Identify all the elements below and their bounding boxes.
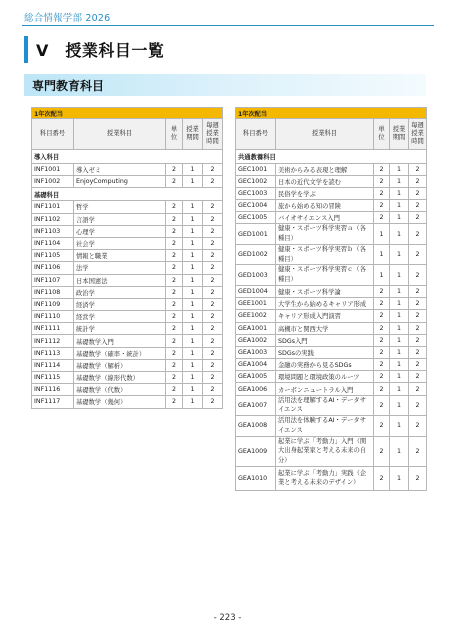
course-credits: 2 — [166, 335, 183, 347]
category-label: 導入科目 — [32, 150, 223, 164]
course-code: INF1001 — [32, 163, 74, 175]
course-term: 1 — [183, 175, 203, 187]
table-row — [236, 436, 427, 466]
course-term: 1 — [390, 212, 409, 224]
course-term: 1 — [183, 372, 203, 384]
table-row — [236, 395, 427, 416]
course-credits: 2 — [166, 323, 183, 335]
course-code: INF1109 — [32, 298, 74, 310]
course-name: 環境問題と環境政策のルーツ — [276, 371, 374, 383]
course-code: INF1114 — [32, 359, 74, 371]
course-code: GEA1001 — [236, 322, 276, 334]
course-hours: 2 — [203, 372, 223, 384]
course-hours: 2 — [409, 163, 427, 175]
course-name: 金融の実務から見るSDGs — [276, 359, 374, 371]
course-term: 1 — [390, 285, 409, 297]
course-credits: 2 — [374, 371, 390, 383]
course-credits: 2 — [374, 175, 390, 187]
section-band — [24, 74, 426, 96]
course-credits: 2 — [374, 200, 390, 212]
table-row — [236, 416, 427, 437]
course-credits: 2 — [374, 383, 390, 395]
table-row — [236, 244, 427, 265]
course-hours: 2 — [203, 347, 223, 359]
course-code: GEC1001 — [236, 163, 276, 175]
course-hours: 2 — [409, 265, 427, 286]
course-hours: 2 — [409, 322, 427, 334]
category-label: 基礎科目 — [32, 187, 223, 201]
course-term: 1 — [390, 383, 409, 395]
course-name: 美術からみる表現と理解 — [276, 163, 374, 175]
header-rule — [22, 25, 434, 26]
course-credits: 2 — [374, 285, 390, 297]
course-code: INF1105 — [32, 250, 74, 262]
table-row — [32, 286, 223, 298]
course-code: INF1110 — [32, 311, 74, 323]
course-name: 統計学 — [74, 323, 166, 335]
course-term: 1 — [390, 371, 409, 383]
course-code: INF1106 — [32, 262, 74, 274]
table-row — [32, 274, 223, 286]
course-name: キャリア形成入門演習 — [276, 310, 374, 322]
course-name: 起業に学ぶ「考動力」実践（企業と考える未来のデザイン） — [276, 466, 374, 490]
course-term: 1 — [183, 347, 203, 359]
course-code: INF1002 — [32, 175, 74, 187]
course-term: 1 — [390, 310, 409, 322]
course-credits: 2 — [374, 322, 390, 334]
table-row — [236, 163, 427, 175]
course-name: 法学 — [74, 262, 166, 274]
column-header-row — [236, 119, 427, 150]
course-credits: 2 — [374, 395, 390, 416]
course-hours: 2 — [203, 323, 223, 335]
course-credits: 2 — [374, 298, 390, 310]
course-code: INF1113 — [32, 347, 74, 359]
table-row — [32, 335, 223, 347]
course-credits: 2 — [374, 416, 390, 437]
course-credits: 2 — [166, 359, 183, 371]
table-row — [236, 200, 427, 212]
year-header-row — [32, 108, 223, 119]
course-name: バイオサイエンス入門 — [276, 212, 374, 224]
course-credits: 2 — [166, 298, 183, 310]
course-code: GEA1010 — [236, 466, 276, 490]
course-name: 活用法を体験するAI・データサイエンス — [276, 416, 374, 437]
table-row — [32, 311, 223, 323]
course-credits: 2 — [166, 225, 183, 237]
column-header-name: 授業科目 — [276, 119, 374, 150]
course-credits: 2 — [166, 250, 183, 262]
table-row — [32, 163, 223, 175]
table-row — [236, 334, 427, 346]
table-row — [236, 310, 427, 322]
course-name: SDGsの実践 — [276, 346, 374, 358]
course-name: 健康・スポーツ科学実習ｂ（各種目） — [276, 244, 374, 265]
course-hours: 2 — [409, 224, 427, 245]
table-row — [236, 212, 427, 224]
course-term: 1 — [183, 274, 203, 286]
course-code: GEA1005 — [236, 371, 276, 383]
course-hours: 2 — [409, 187, 427, 199]
table-row — [236, 466, 427, 490]
course-code: GEA1006 — [236, 383, 276, 395]
course-name: 経済学 — [74, 298, 166, 310]
course-code: GEE1002 — [236, 310, 276, 322]
course-name: 起業に学ぶ「考動力」入門（関大出身起業家と考える未来の自分） — [276, 436, 374, 466]
course-name: 心理学 — [74, 225, 166, 237]
course-credits: 2 — [374, 163, 390, 175]
course-term: 1 — [390, 395, 409, 416]
page-number: - 223 - — [213, 613, 242, 623]
course-name: 基礎数学（幾何） — [74, 396, 166, 408]
table-row — [32, 175, 223, 187]
table-row — [32, 359, 223, 371]
chapter-accent-bar — [24, 36, 28, 63]
course-hours: 2 — [203, 384, 223, 396]
course-term: 1 — [183, 298, 203, 310]
course-credits: 2 — [166, 311, 183, 323]
table-row — [32, 250, 223, 262]
course-term: 1 — [183, 323, 203, 335]
course-name: 健康・スポーツ科学論 — [276, 285, 374, 297]
category-row — [32, 150, 223, 164]
table-row — [236, 187, 427, 199]
course-code: GEA1008 — [236, 416, 276, 437]
course-code: GEC1002 — [236, 175, 276, 187]
course-term: 1 — [183, 359, 203, 371]
table-row — [32, 298, 223, 310]
course-code: GEA1003 — [236, 346, 276, 358]
course-code: GEA1009 — [236, 436, 276, 466]
course-credits: 2 — [374, 310, 390, 322]
course-credits: 1 — [374, 224, 390, 245]
course-code: GEE1001 — [236, 298, 276, 310]
course-name: 活用法を理解するAI・データサイエンス — [276, 395, 374, 416]
course-hours: 2 — [409, 298, 427, 310]
course-hours: 2 — [203, 237, 223, 249]
course-name: 基礎数学（確率・統計） — [74, 347, 166, 359]
course-code: GED1001 — [236, 224, 276, 245]
course-credits: 2 — [374, 436, 390, 466]
section-title: 専門教育科目 — [32, 78, 105, 93]
table-row — [32, 372, 223, 384]
table-row — [32, 213, 223, 225]
course-table-left — [31, 107, 223, 409]
course-credits: 2 — [166, 237, 183, 249]
course-credits: 2 — [166, 213, 183, 225]
course-hours: 2 — [203, 225, 223, 237]
course-credits: 2 — [374, 187, 390, 199]
course-term: 1 — [183, 225, 203, 237]
course-code: INF1111 — [32, 323, 74, 335]
chapter-heading — [24, 36, 164, 63]
course-hours: 2 — [409, 175, 427, 187]
course-term: 1 — [390, 224, 409, 245]
course-hours: 2 — [409, 436, 427, 466]
course-hours: 2 — [409, 466, 427, 490]
course-hours: 2 — [203, 311, 223, 323]
category-label: 共通教養科目 — [236, 150, 427, 164]
course-credits: 2 — [166, 372, 183, 384]
course-code: INF1116 — [32, 384, 74, 396]
table-row — [236, 224, 427, 245]
table-row — [32, 396, 223, 408]
course-hours: 2 — [409, 395, 427, 416]
course-hours: 2 — [203, 201, 223, 213]
course-name: 基礎数学（線形代数） — [74, 372, 166, 384]
course-hours: 2 — [409, 244, 427, 265]
course-hours: 2 — [203, 274, 223, 286]
chapter-title: V 授業科目一覧 — [36, 41, 165, 60]
course-term: 1 — [183, 335, 203, 347]
course-credits: 2 — [374, 466, 390, 490]
column-header-name: 授業科目 — [74, 119, 166, 150]
course-name: EnjoyComputing — [74, 175, 166, 187]
course-credits: 1 — [374, 244, 390, 265]
course-code: GEA1007 — [236, 395, 276, 416]
course-term: 1 — [390, 322, 409, 334]
course-name: 社会学 — [74, 237, 166, 249]
course-code: INF1112 — [32, 335, 74, 347]
course-name: 高槻市と関西大学 — [276, 322, 374, 334]
course-name: 健康・スポーツ科学実習ａ（各種目） — [276, 224, 374, 245]
course-hours: 2 — [409, 310, 427, 322]
course-credits: 2 — [166, 274, 183, 286]
course-name: カーボンニュートラル入門 — [276, 383, 374, 395]
column-header-term: 授業 期間 — [183, 119, 203, 150]
course-name: 民俗学を学ぶ — [276, 187, 374, 199]
course-credits: 2 — [166, 163, 183, 175]
column-header-hours: 毎週 授業 時間 — [409, 119, 427, 150]
course-name: 経営学 — [74, 311, 166, 323]
course-name: 日本国憲法 — [74, 274, 166, 286]
year-label: 1年次配当 — [236, 108, 427, 119]
course-code: GED1004 — [236, 285, 276, 297]
column-header-term: 授業 期間 — [390, 119, 409, 150]
course-term: 1 — [183, 384, 203, 396]
course-term: 1 — [390, 466, 409, 490]
course-hours: 2 — [409, 416, 427, 437]
course-credits: 2 — [374, 346, 390, 358]
course-code: INF1108 — [32, 286, 74, 298]
course-name: 政治学 — [74, 286, 166, 298]
course-name: 日本の近代文学を読む — [276, 175, 374, 187]
course-hours: 2 — [203, 298, 223, 310]
course-code: INF1102 — [32, 213, 74, 225]
table-row — [32, 384, 223, 396]
column-header-credits: 単位 — [166, 119, 183, 150]
course-term: 1 — [183, 286, 203, 298]
course-code: INF1117 — [32, 396, 74, 408]
category-row — [32, 187, 223, 201]
course-name: 大学生から始めるキャリア形成 — [276, 298, 374, 310]
course-hours: 2 — [203, 175, 223, 187]
course-credits: 2 — [166, 384, 183, 396]
course-credits: 1 — [374, 265, 390, 286]
column-header-row — [32, 119, 223, 150]
course-code: INF1103 — [32, 225, 74, 237]
course-term: 1 — [390, 359, 409, 371]
table-row — [32, 323, 223, 335]
column-header-hours: 毎週 授業 時間 — [203, 119, 223, 150]
course-hours: 2 — [409, 285, 427, 297]
course-term: 1 — [183, 262, 203, 274]
course-name: 導入ゼミ — [74, 163, 166, 175]
course-credits: 2 — [166, 201, 183, 213]
course-name: 基礎数学（代数） — [74, 384, 166, 396]
course-hours: 2 — [409, 212, 427, 224]
course-credits: 2 — [374, 359, 390, 371]
course-hours: 2 — [409, 334, 427, 346]
course-hours: 2 — [409, 359, 427, 371]
course-hours: 2 — [203, 335, 223, 347]
course-term: 1 — [390, 298, 409, 310]
course-code: GED1002 — [236, 244, 276, 265]
course-credits: 2 — [166, 175, 183, 187]
table-row — [236, 285, 427, 297]
course-term: 1 — [183, 311, 203, 323]
course-term: 1 — [390, 265, 409, 286]
table-row — [32, 237, 223, 249]
course-hours: 2 — [409, 383, 427, 395]
category-row — [236, 150, 427, 164]
course-term: 1 — [183, 237, 203, 249]
course-name: 哲学 — [74, 201, 166, 213]
course-credits: 2 — [374, 334, 390, 346]
course-credits: 2 — [166, 262, 183, 274]
document-header: 総合情報学部 2026 — [24, 13, 111, 24]
course-hours: 2 — [203, 250, 223, 262]
table-row — [236, 175, 427, 187]
course-name: 旅から始める知の冒険 — [276, 200, 374, 212]
table-row — [32, 262, 223, 274]
course-hours: 2 — [203, 213, 223, 225]
table-row — [236, 265, 427, 286]
course-term: 1 — [390, 163, 409, 175]
course-hours: 2 — [203, 396, 223, 408]
course-hours: 2 — [203, 359, 223, 371]
column-header-code: 科目番号 — [236, 119, 276, 150]
course-credits: 2 — [374, 212, 390, 224]
table-row — [236, 322, 427, 334]
course-code: INF1101 — [32, 201, 74, 213]
course-hours: 2 — [203, 163, 223, 175]
course-code: GEC1003 — [236, 187, 276, 199]
table-row — [32, 225, 223, 237]
course-name: 言語学 — [74, 213, 166, 225]
course-term: 1 — [390, 436, 409, 466]
course-code: INF1107 — [32, 274, 74, 286]
course-code: GEC1004 — [236, 200, 276, 212]
course-term: 1 — [183, 163, 203, 175]
course-term: 1 — [390, 346, 409, 358]
course-name: 基礎数学入門 — [74, 335, 166, 347]
year-label: 1年次配当 — [32, 108, 223, 119]
year-header-row — [236, 108, 427, 119]
course-hours: 2 — [203, 286, 223, 298]
column-header-credits: 単位 — [374, 119, 390, 150]
course-code: GEA1002 — [236, 334, 276, 346]
course-hours: 2 — [409, 371, 427, 383]
course-name: SDGs入門 — [276, 334, 374, 346]
table-row — [236, 346, 427, 358]
course-table-right — [235, 107, 427, 491]
column-header-code: 科目番号 — [32, 119, 74, 150]
course-term: 1 — [390, 244, 409, 265]
table-row — [236, 383, 427, 395]
course-name: 情報と職業 — [74, 250, 166, 262]
course-code: INF1115 — [32, 372, 74, 384]
course-term: 1 — [390, 175, 409, 187]
course-code: GEA1004 — [236, 359, 276, 371]
course-term: 1 — [390, 334, 409, 346]
table-row — [236, 359, 427, 371]
course-name: 基礎数学（解析） — [74, 359, 166, 371]
course-term: 1 — [183, 213, 203, 225]
course-term: 1 — [183, 201, 203, 213]
course-code: GED1003 — [236, 265, 276, 286]
course-code: GEC1005 — [236, 212, 276, 224]
table-row — [236, 298, 427, 310]
table-row — [32, 347, 223, 359]
course-credits: 2 — [166, 347, 183, 359]
course-hours: 2 — [409, 200, 427, 212]
table-row — [236, 371, 427, 383]
course-hours: 2 — [203, 262, 223, 274]
course-hours: 2 — [409, 346, 427, 358]
course-code: INF1104 — [32, 237, 74, 249]
course-credits: 2 — [166, 396, 183, 408]
course-term: 1 — [390, 416, 409, 437]
course-term: 1 — [183, 396, 203, 408]
course-term: 1 — [390, 200, 409, 212]
course-credits: 2 — [166, 286, 183, 298]
course-name: 健康・スポーツ科学実習ｃ（各種目） — [276, 265, 374, 286]
course-term: 1 — [183, 250, 203, 262]
course-term: 1 — [390, 187, 409, 199]
table-row — [32, 201, 223, 213]
